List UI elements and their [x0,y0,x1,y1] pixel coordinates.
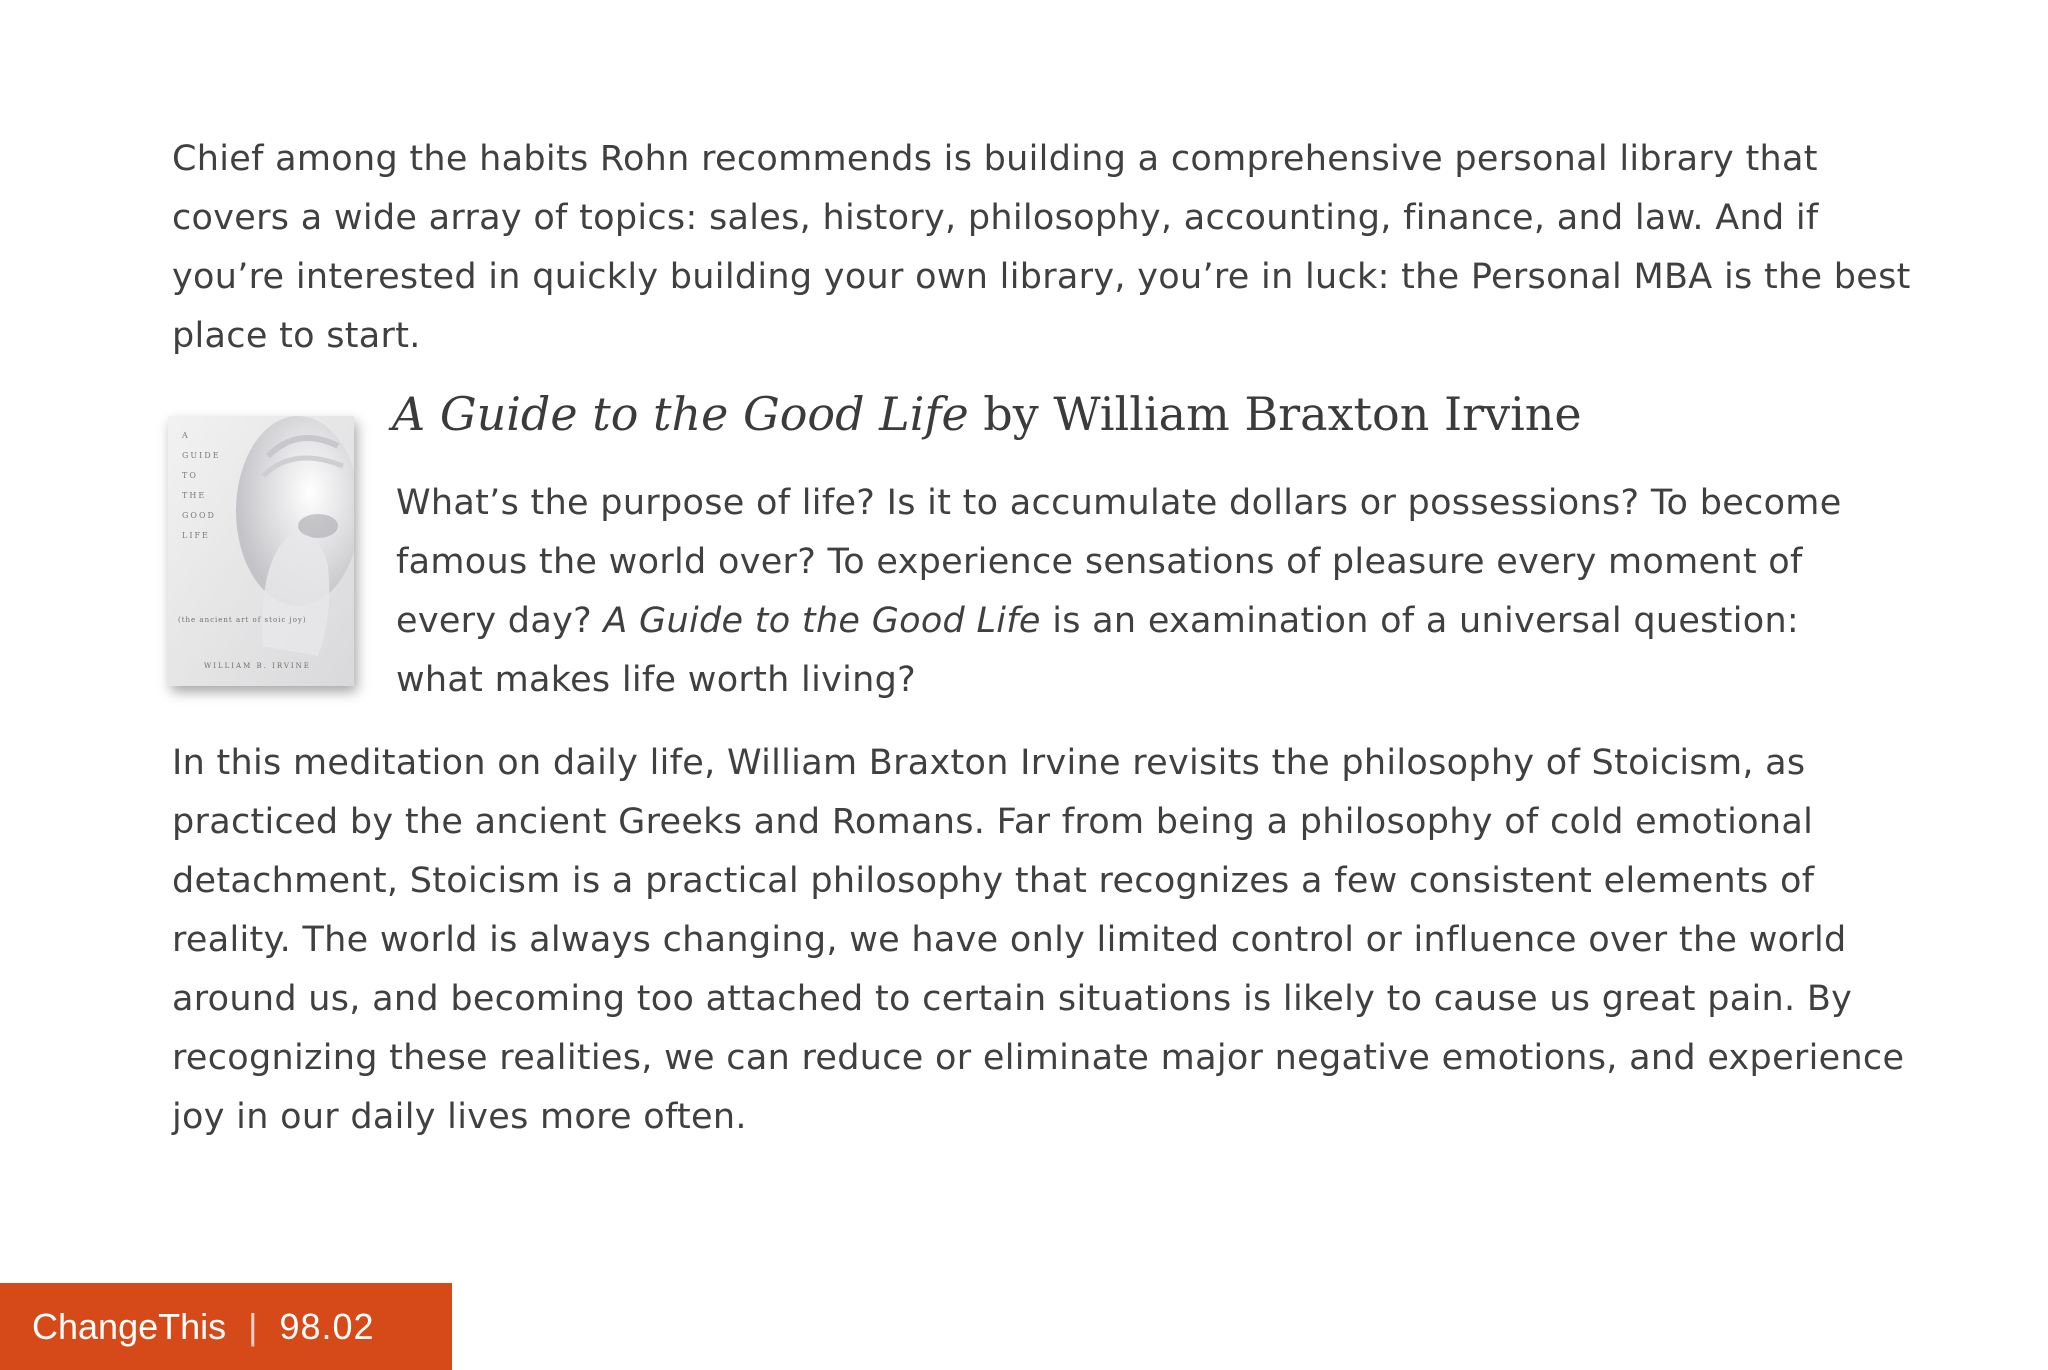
book-cover-art [168,416,354,686]
cover-title-line: GUIDE [182,451,221,460]
description-text: What’s the purpose of life? Is it to accumulate dollars or possessions? To become famous the world over? To experience sensations of pleasure every moment of every day? [396,483,1842,641]
book-cover-image [168,416,354,686]
cover-title-line: A [182,431,190,440]
cover-title-line: TO [182,471,198,480]
description-book-title: A Guide to the Good Life [603,601,1041,641]
cover-title-line: GOOD [182,511,216,520]
book-author: by William Braxton Irvine [968,387,1582,441]
footer-brand: ChangeThis [32,1305,227,1347]
book-heading [392,384,1582,444]
book-description-paragraph [396,474,1896,710]
cover-title-line: THE [182,491,207,500]
body-paragraph: In this meditation on daily life, William Braxton Irvine revisits the philosophy of Stoicism, as practiced by the ancient Greeks and Romans. Far from being a philosophy of cold emotional detachment, Stoicism is a practical philosophy that recognizes a few consistent elements of reality. The world is always changing, we have only limited control or influence over the world around us, and becoming too attached to certain situations is likely to cause us great pain. By recognizing these realities, we can reduce or eliminate major negative emotions, and experience joy in our daily lives more often. [172,743,1905,1137]
intro-paragraph: Chief among the habits Rohn recommends is building a comprehensive personal library that covers a wide array of topics: sales, history, philosophy, accounting, finance, and law. And if you’re interested in quickly building your own library, you’re in luck: the Personal MBA is the best place to start. [172,139,1911,356]
book-title: A Guide to the Good Life [392,387,969,441]
cover-subtitle: (the ancient art of stoic joy) [178,616,307,624]
cover-author: WILLIAM B. IRVINE [204,662,311,670]
description-text: is an examination of a universal question: what makes life worth living? [396,601,1800,700]
footer-badge [0,1283,452,1370]
cover-title-line: LIFE [182,531,210,540]
footer-issue-number: 98.02 [279,1305,375,1347]
footer-separator: | [248,1305,258,1347]
